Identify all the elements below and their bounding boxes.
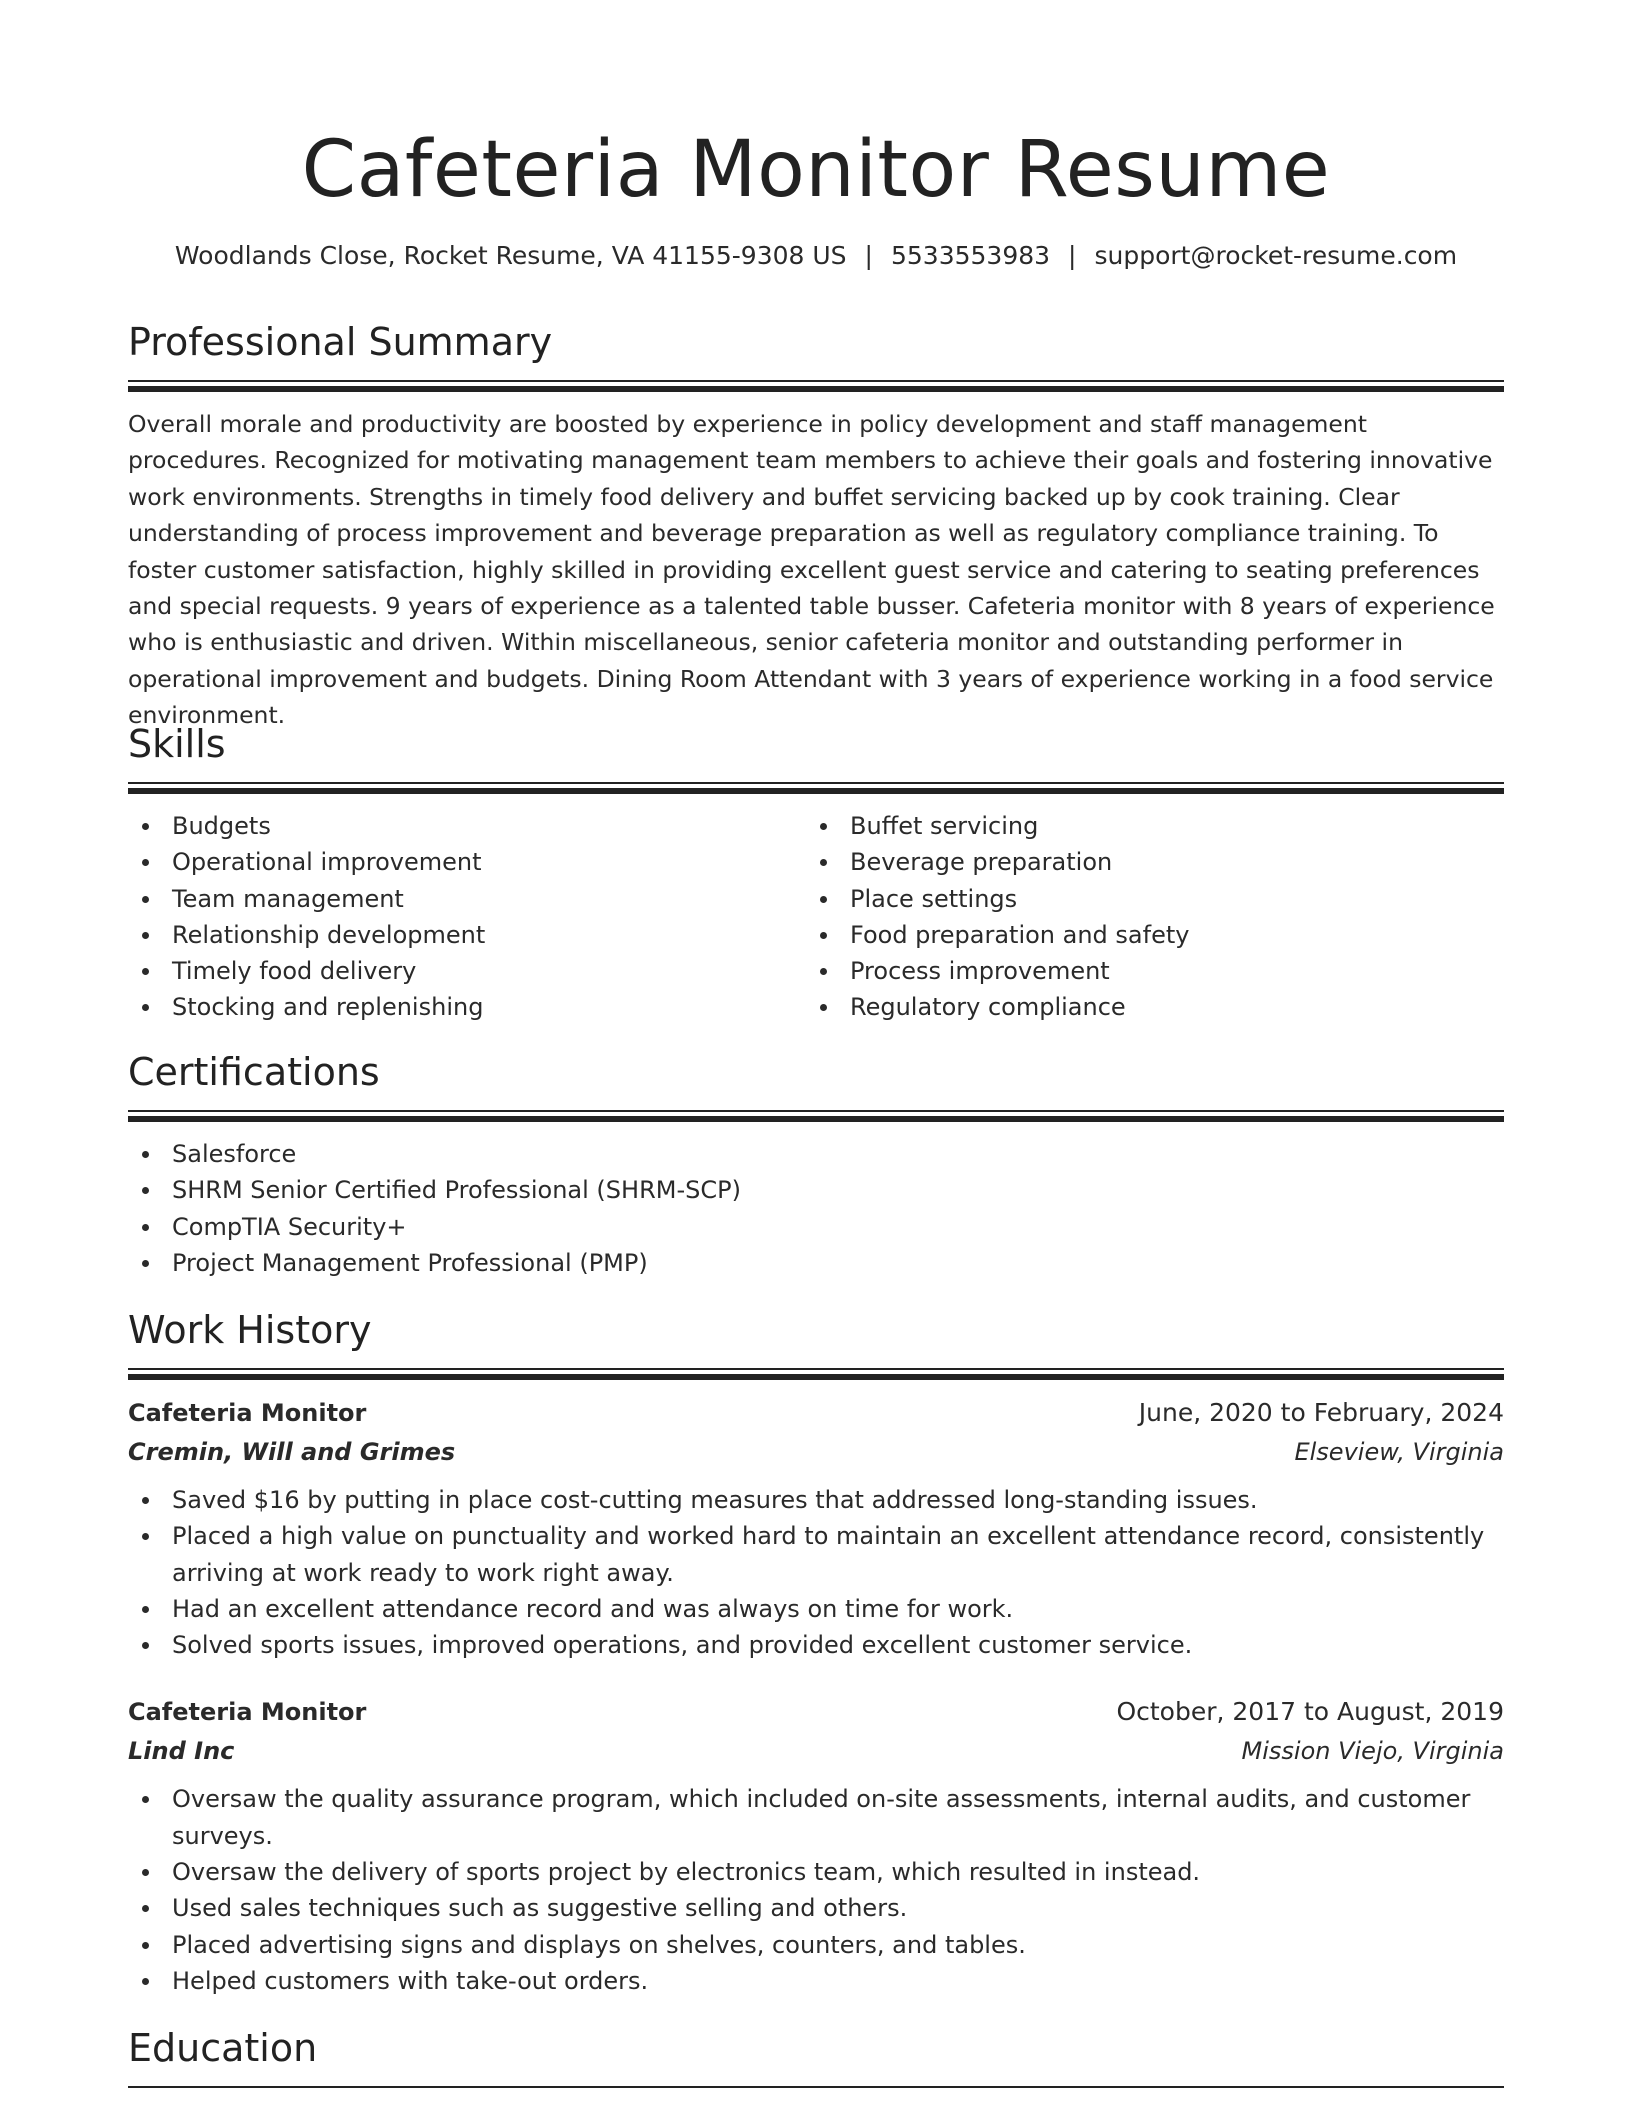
skill-item: Beverage preparation <box>806 844 1484 880</box>
job-bullet: Used sales techniques such as suggestive selling and others. <box>128 1890 1504 1926</box>
education-heading: Education <box>128 2026 318 2070</box>
section-divider <box>128 380 1504 392</box>
job-bullet: Helped customers with take-out orders. <box>128 1963 1504 1999</box>
job-location: Mission Viejo, Virginia <box>1241 1737 1504 1766</box>
certification-item: Project Management Professional (PMP) <box>128 1245 1504 1281</box>
certifications-list <box>128 1136 1504 1281</box>
contact-phone: 5533553983 <box>890 241 1051 270</box>
job-dates: June, 2020 to February, 2024 <box>1138 1398 1504 1427</box>
job-bullet: Placed a high value on punctuality and worked hard to maintain an excellent attendance record, consistently arriving at work ready to work right away. <box>128 1518 1504 1591</box>
skill-item: Timely food delivery <box>128 953 806 989</box>
summary-section <box>128 316 1504 734</box>
skills-columns <box>128 808 1504 1026</box>
education-section <box>128 2022 1504 2088</box>
skills-section <box>128 718 1504 1026</box>
section-divider <box>128 782 1504 794</box>
job-bullet: Oversaw the quality assurance program, which included on-site assessments, internal audits, and customer surveys. <box>128 1781 1504 1854</box>
work-history-heading: Work History <box>128 1308 372 1352</box>
skill-item: Relationship development <box>128 917 806 953</box>
job-employer-row <box>128 1731 1504 1771</box>
skill-item: Operational improvement <box>128 844 806 880</box>
resume-title: Cafeteria Monitor Resume <box>301 125 1331 215</box>
skill-item: Place settings <box>806 881 1484 917</box>
job-company: Cremin, Will and Grimes <box>128 1438 456 1466</box>
job-bullets <box>128 1482 1504 1663</box>
section-divider <box>128 1110 1504 1122</box>
job-title: Cafeteria Monitor <box>128 1698 367 1727</box>
job-header-row <box>128 1693 1504 1731</box>
job-entry <box>128 1394 1504 1663</box>
certifications-heading: Certifications <box>128 1050 380 1094</box>
contact-address: Woodlands Close, Rocket Resume, VA 41155-9308 US <box>174 241 847 270</box>
skill-item: Budgets <box>128 808 806 844</box>
job-bullet: Solved sports issues, improved operations, and provided excellent customer service. <box>128 1627 1504 1663</box>
summary-text: Overall morale and productivity are boosted by experience in policy development and staff management procedures. Recognized for motivating management team members to achieve their goals and fostering innovative work environments. Strengths in timely food delivery and buffet servicing backed up by cook training. Clear understanding of process improvement and beverage preparation as well as regulatory compliance training. To foster customer satisfaction, highly skilled in providing excellent guest service and catering to seating preferences and special requests. 9 years of experience as a talented table busser. Cafeteria monitor with 8 years of experience who is enthusiastic and driven. Within miscellaneous, senior cafeteria monitor and outstanding performer in operational improvement and budgets. Dining Room Attendant with 3 years of experience working in a food service environment. <box>128 410 1495 730</box>
job-bullet: Placed advertising signs and displays on shelves, counters, and tables. <box>128 1927 1504 1963</box>
certification-item: Salesforce <box>128 1136 1504 1172</box>
section-divider <box>128 2086 1504 2088</box>
skills-list-right <box>806 808 1484 1026</box>
job-company: Lind Inc <box>128 1737 235 1766</box>
skill-item: Process improvement <box>806 953 1484 989</box>
skill-item: Regulatory compliance <box>806 989 1484 1025</box>
job-employer-row <box>128 1432 1504 1472</box>
certification-item: SHRM Senior Certified Professional (SHRM-SCP) <box>128 1172 1504 1208</box>
section-divider <box>128 1368 1504 1380</box>
skill-item: Team management <box>128 881 806 917</box>
skills-list-left <box>128 808 806 1026</box>
certifications-section <box>128 1046 1504 1281</box>
job-location: Elseview, Virginia <box>1294 1438 1504 1466</box>
job-title: Cafeteria Monitor <box>128 1399 367 1427</box>
work-history-section <box>128 1304 1504 1999</box>
contact-separator: | <box>864 241 873 270</box>
contact-separator: | <box>1068 241 1077 270</box>
skill-item: Food preparation and safety <box>806 917 1484 953</box>
job-header-row <box>128 1394 1504 1432</box>
job-dates: October, 2017 to August, 2019 <box>1116 1697 1504 1727</box>
certification-item: CompTIA Security+ <box>128 1209 1504 1245</box>
job-entry <box>128 1693 1504 1999</box>
job-bullet: Saved $16 by putting in place cost-cutting measures that addressed long-standing issues. <box>128 1482 1504 1518</box>
summary-heading: Professional Summary <box>128 320 553 364</box>
job-bullets <box>128 1781 1504 1999</box>
skills-heading: Skills <box>128 722 226 766</box>
contact-email: support@rocket-resume.com <box>1094 241 1458 270</box>
job-bullet: Oversaw the delivery of sports project by electronics team, which resulted in instead. <box>128 1854 1504 1890</box>
skill-item: Buffet servicing <box>806 808 1484 844</box>
contact-line <box>128 236 1504 276</box>
job-bullet: Had an excellent attendance record and was always on time for work. <box>128 1591 1504 1627</box>
skill-item: Stocking and replenishing <box>128 989 806 1025</box>
